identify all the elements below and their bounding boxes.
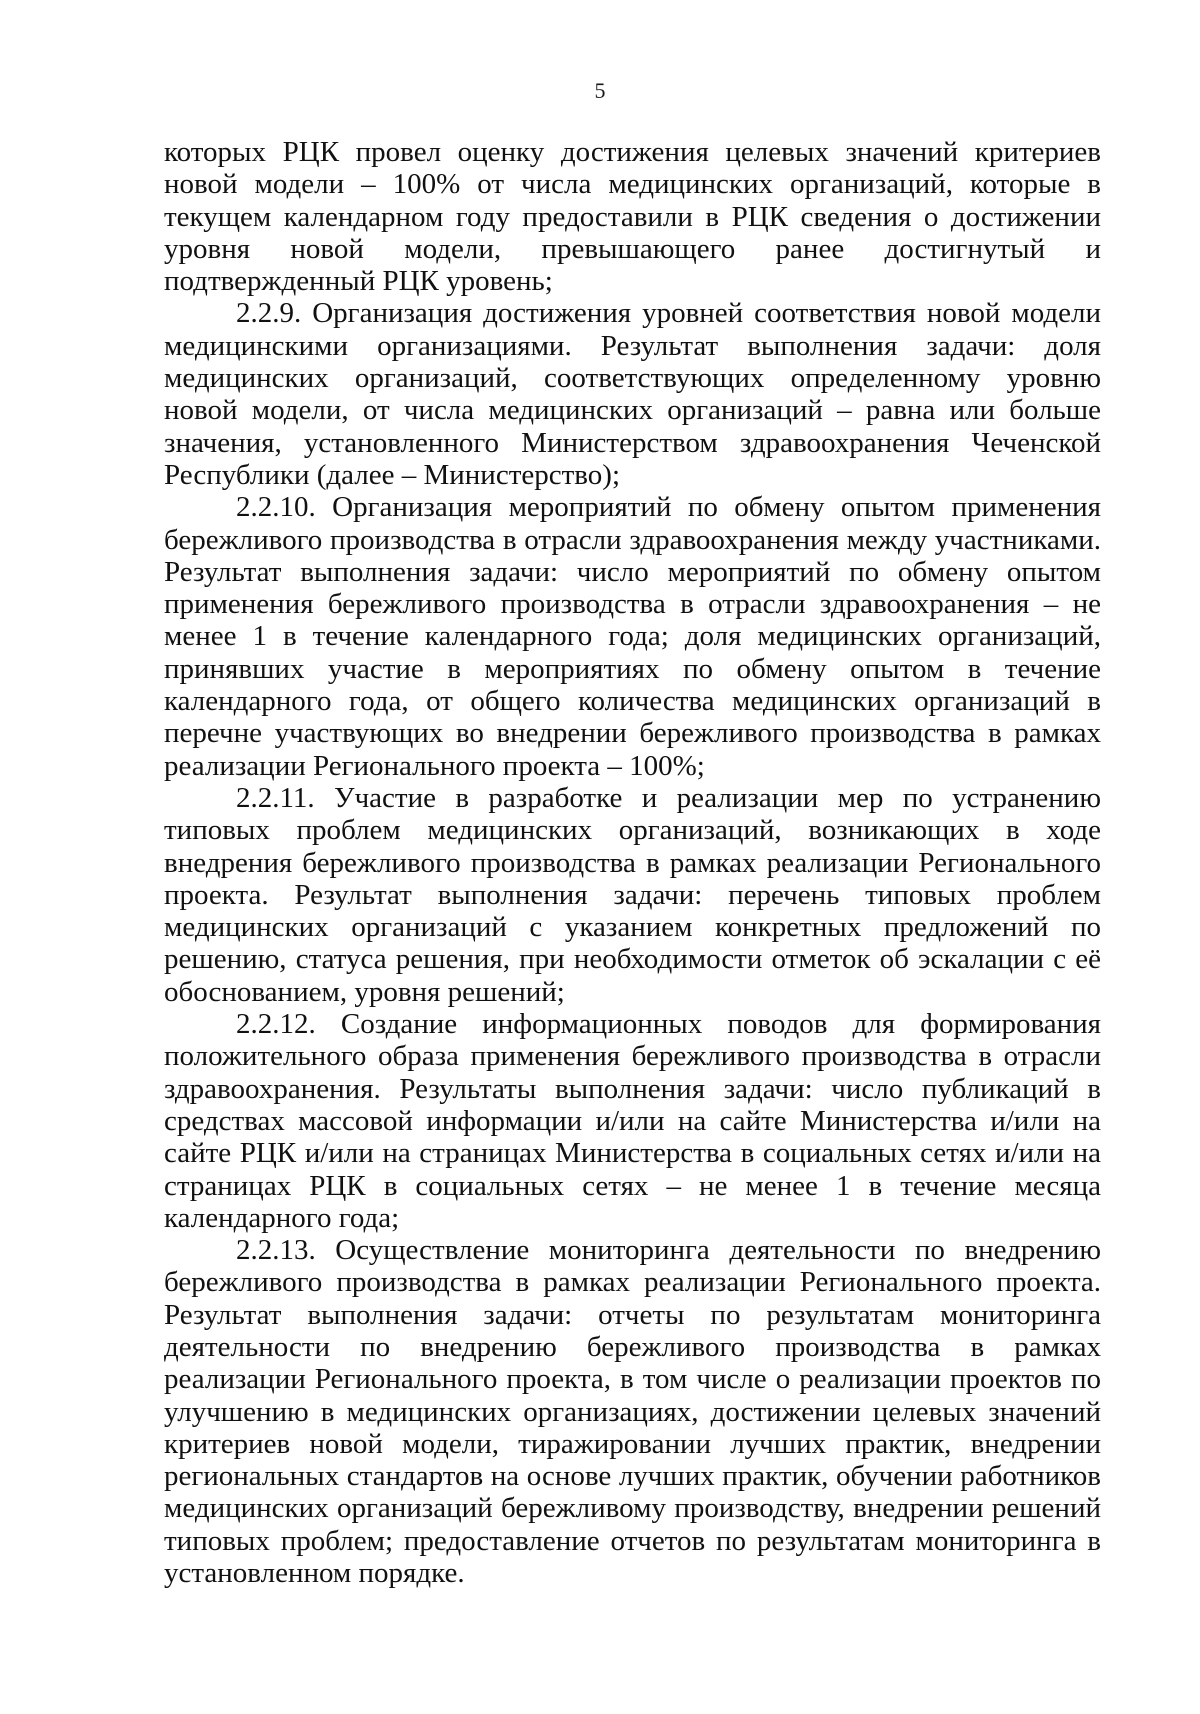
paragraph-continuation: которых РЦК провел оценку достижения целевых значений критериев новой модели – 100% от числа медицинских организаций, которые в текущем календарном году предоставили в РЦК сведения о достижении уровня новой модели, превышающего ранее достигнутый и подтвержденный РЦК уровень; xyxy=(164,136,1101,298)
page-number: 5 xyxy=(594,78,606,103)
paragraph-2-2-13: 2.2.13. Осуществление мониторинга деятельности по внедрению бережливого производства в рамках реализации Регионального проекта. Результат выполнения задачи: отчеты по результатам мониторинга деятельности по внедрению бережливого производства в рамках реализации Регионального проекта, в том числе о реализации проектов по улучшению в медицинских организациях, достижении целевых значений критериев новой модели, тиражировании лучших практик, внедрении региональных стандартов на основе лучших практик, обучении работников медицинских организаций бережливому производству, внедрении решений типовых проблем; предоставление отчетов по результатам мониторинга в установленном порядке. xyxy=(164,1234,1101,1590)
body-text xyxy=(164,136,1101,1589)
paragraph-2-2-11: 2.2.11. Участие в разработке и реализации мер по устранению типовых проблем медицинских организаций, возникающих в ходе внедрения бережливого производства в рамках реализации Регионального проекта. Результат выполнения задачи: перечень типовых проблем медицинских организаций с указанием конкретных предложений по решению, статуса решения, при необходимости отметок об эскалации с её обоснованием, уровня решений; xyxy=(164,781,1101,1008)
paragraph-2-2-9: 2.2.9. Организация достижения уровней соответствия новой модели медицинскими организациями. Результат выполнения задачи: доля медицинских организаций, соответствующих определенному уровню новой модели, от числа медицинских организаций – равна или больше значения, установленного Министерством здравоохранения Чеченской Республики (далее – Министерство); xyxy=(164,297,1101,491)
paragraph-2-2-12: 2.2.12. Создание информационных поводов для формирования положительного образа применения бережливого производства в отрасли здравоохранения. Результаты выполнения задачи: число публикаций в средствах массовой информации и/или на сайте Министерства и/или на сайте РЦК и/или на страницах Министерства в социальных сетях и/или на страницах РЦК в социальных сетях – не менее 1 в течение месяца календарного года; xyxy=(164,1008,1101,1234)
paragraph-2-2-10: 2.2.10. Организация мероприятий по обмену опытом применения бережливого производства в отрасли здравоохранения между участниками. Результат выполнения задачи: число мероприятий по обмену опытом применения бережливого производства в отрасли здравоохранения – не менее 1 в течение календарного года; доля медицинских организаций, принявших участие в мероприятиях по обмену опытом в течение календарного года, от общего количества медицинских организаций в перечне участвующих во внедрении бережливого производства в рамках реализации Регионального проекта – 100%; xyxy=(164,491,1101,782)
